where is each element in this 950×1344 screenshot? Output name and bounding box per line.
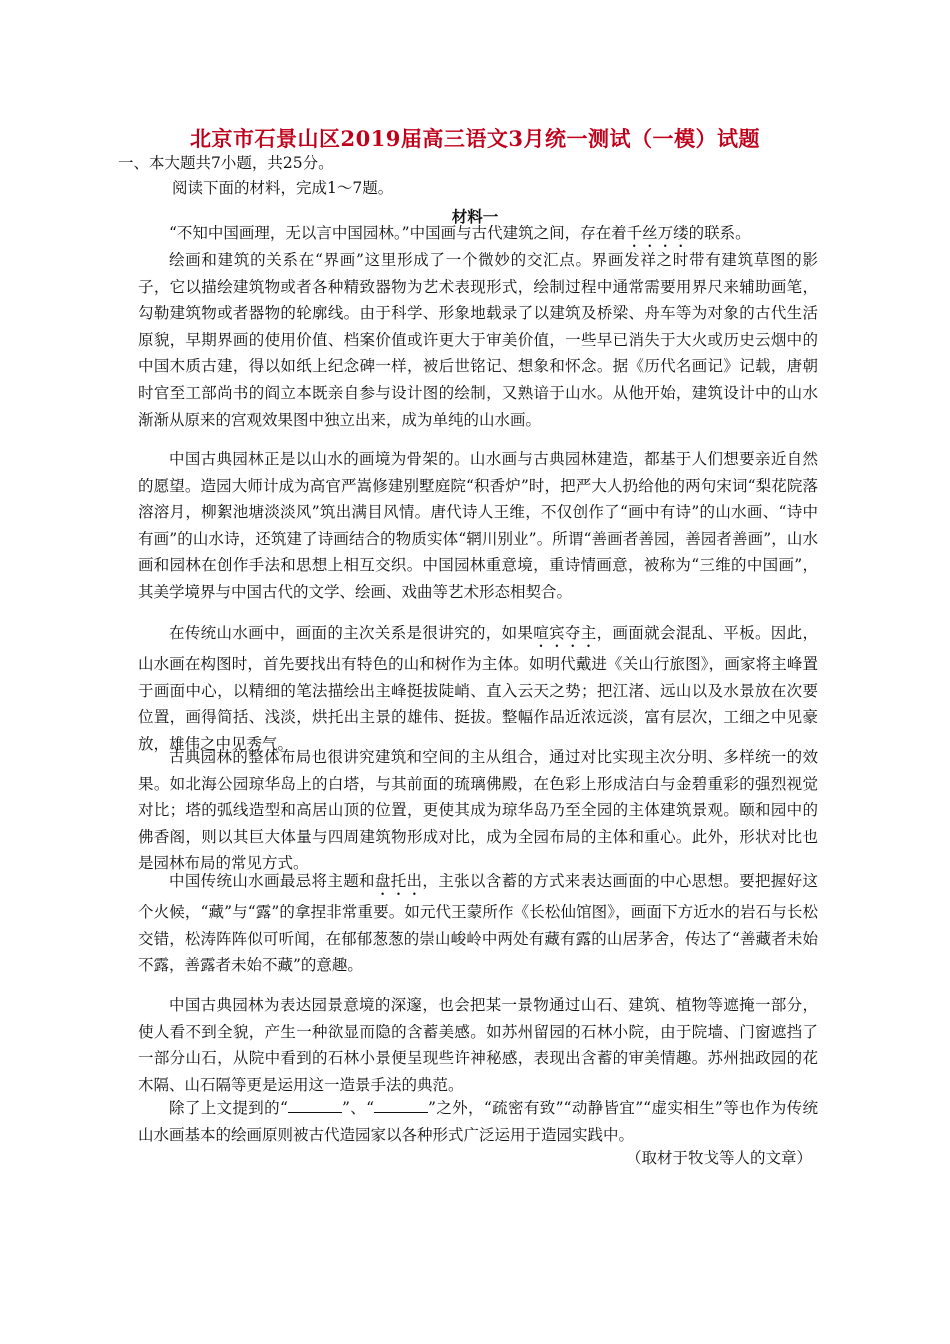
section-intro: 一、本大题共7小题，共25分。 [118, 154, 334, 172]
fill-in-blank-2[interactable] [374, 1098, 428, 1113]
paragraph-1: “不知中国画理，无以言中国园林。”中国画与古代建筑之间，存在着千丝万缕的联系。 [169, 224, 751, 242]
emphasized-phrase: 喧宾夺主 [533, 624, 597, 642]
paragraph-7: 中国古典园林为表达园景意境的深邃，也会把某一景物通过山石、建筑、植物等遮掩一部分，使人看不到全貌，产生一种欲显而隐的含蓄美感。如苏州留园的石林小院，由于院墙、门窗遮挡了一部分山石，从院中看到的石林小景便呈现些许神秘感，表现出含蓄的审美情趣。苏州拙政园的花木隔、山石隔等更是运用这一造景手法的典范。 [138, 996, 818, 1094]
paragraph-4: 在传统山水画中，画面的主次关系是很讲究的，如果喧宾夺主，画面就会混乱、平板。因此，山水画在构图时，首先要找出有特色的山和树作为主体。如明代戴进《关山行旅图》，画家将主峰置于画面中心，以精细的笔法描绘出主峰挺拔陡峭、直入云天之势；把江渚、远山以及水景放在次要位置，画得简括、浅淡，烘托出主景的雄伟、挺拔。整幅作品近浓远淡，富有层次，工细之中见豪放，雄伟之中见秀气。 [138, 624, 818, 753]
paragraph-5: 古典园林的整体布局也很讲究建筑和空间的主从组合，通过对比实现主次分明、多样统一的效果。如北海公园琼华岛上的白塔，与其前面的琉璃佛殿，在色彩上形成洁白与金碧重彩的强烈视觉对比；塔的弧线造型和高居山顶的位置，更使其成为琼华岛乃至全园的主体建筑景观。颐和园中的佛香阁，则以其巨大体量与四周建筑物形成对比，成为全园布局的主体和重心。此外，形状对比也是园林布局的常见方式。 [138, 748, 818, 873]
material-heading: 材料一 [451, 207, 499, 226]
paragraph-2: 绘画和建筑的关系在“界画”这里形成了一个微妙的交汇点。界画发祥之时带有建筑草图的影子，它以描绘建筑物或者各种精致器物为艺术表现形式，绘制过程中通常需要用界尺来辅助画笔，勾勒建筑物或者器物的轮廓线。由于科学、形象地载录了以建筑及桥梁、舟车等为对象的古代生活原貌，早期界画的使用价值、档案价值或许更大于审美价值，一些早已消失于大火或历史云烟中的中国木质古建，得以如纸上纪念碑一样，被后世铭记、想象和怀念。据《历代名画记》记载，唐朝时官至工部尚书的阎立本既亲自参与设计图的绘制，又熟谙于山水。从他开始，建筑设计中的山水渐渐从原来的宫观效果图中独立出来，成为单纯的山水画。 [138, 251, 818, 429]
document-title: 北京市石景山区2019届高三语文3月统一测试（一模）试题 [189, 126, 761, 151]
fill-in-blank-1[interactable] [288, 1098, 342, 1113]
instruction-text: 阅读下面的材料，完成1～7题。 [172, 179, 394, 197]
emphasized-phrase: 盘托出 [374, 872, 423, 890]
emphasized-phrase: 千丝万缕 [626, 224, 689, 242]
paragraph-3: 中国古典园林正是以山水的画境为骨架的。山水画与古典园林建造，都基于人们想要亲近自然的愿望。造园大师计成为高官严嵩修建别墅庭院“积香炉”时，把严大人扔给他的两句宋词“梨花院落溶溶月，柳絮池塘淡淡风”筑出满目风情。唐代诗人王维，不仅创作了“画中有诗”的山水画、“诗中有画”的山水诗，还筑建了诗画结合的物质实体“辋川别业”。所谓“善画者善园，善园者善画”，山水画和园林在创作手法和思想上相互交织。中国园林重意境，重诗情画意，被称为“三维的中国画”，其美学境界与中国古代的文学、绘画、戏曲等艺术形态相契合。 [138, 450, 818, 601]
source-attribution: （取材于牧戈等人的文章） [625, 1149, 812, 1167]
paragraph-6: 中国传统山水画最忌将主题和盘托出，主张以含蓄的方式来表达画面的中心思想。要把握好这个火候，“藏”与“露”的拿捏非常重要。如元代王蒙所作《长松仙馆图》，画面下方近水的岩石与长松交错，松涛阵阵似可听闻，在郁郁葱葱的崇山峻岭中两处有藏有露的山居茅舍，传达了“善藏者未始不露，善露者未始不藏”的意趣。 [138, 872, 818, 975]
paragraph-8: 除了上文提到的“ ”、“ ”之外，“疏密有致”“动静皆宜”“虚实相生”等也作为传统山水画基本的绘画原则被古代造园家以各种形式广泛运用于造园实践中。 [138, 1099, 818, 1144]
